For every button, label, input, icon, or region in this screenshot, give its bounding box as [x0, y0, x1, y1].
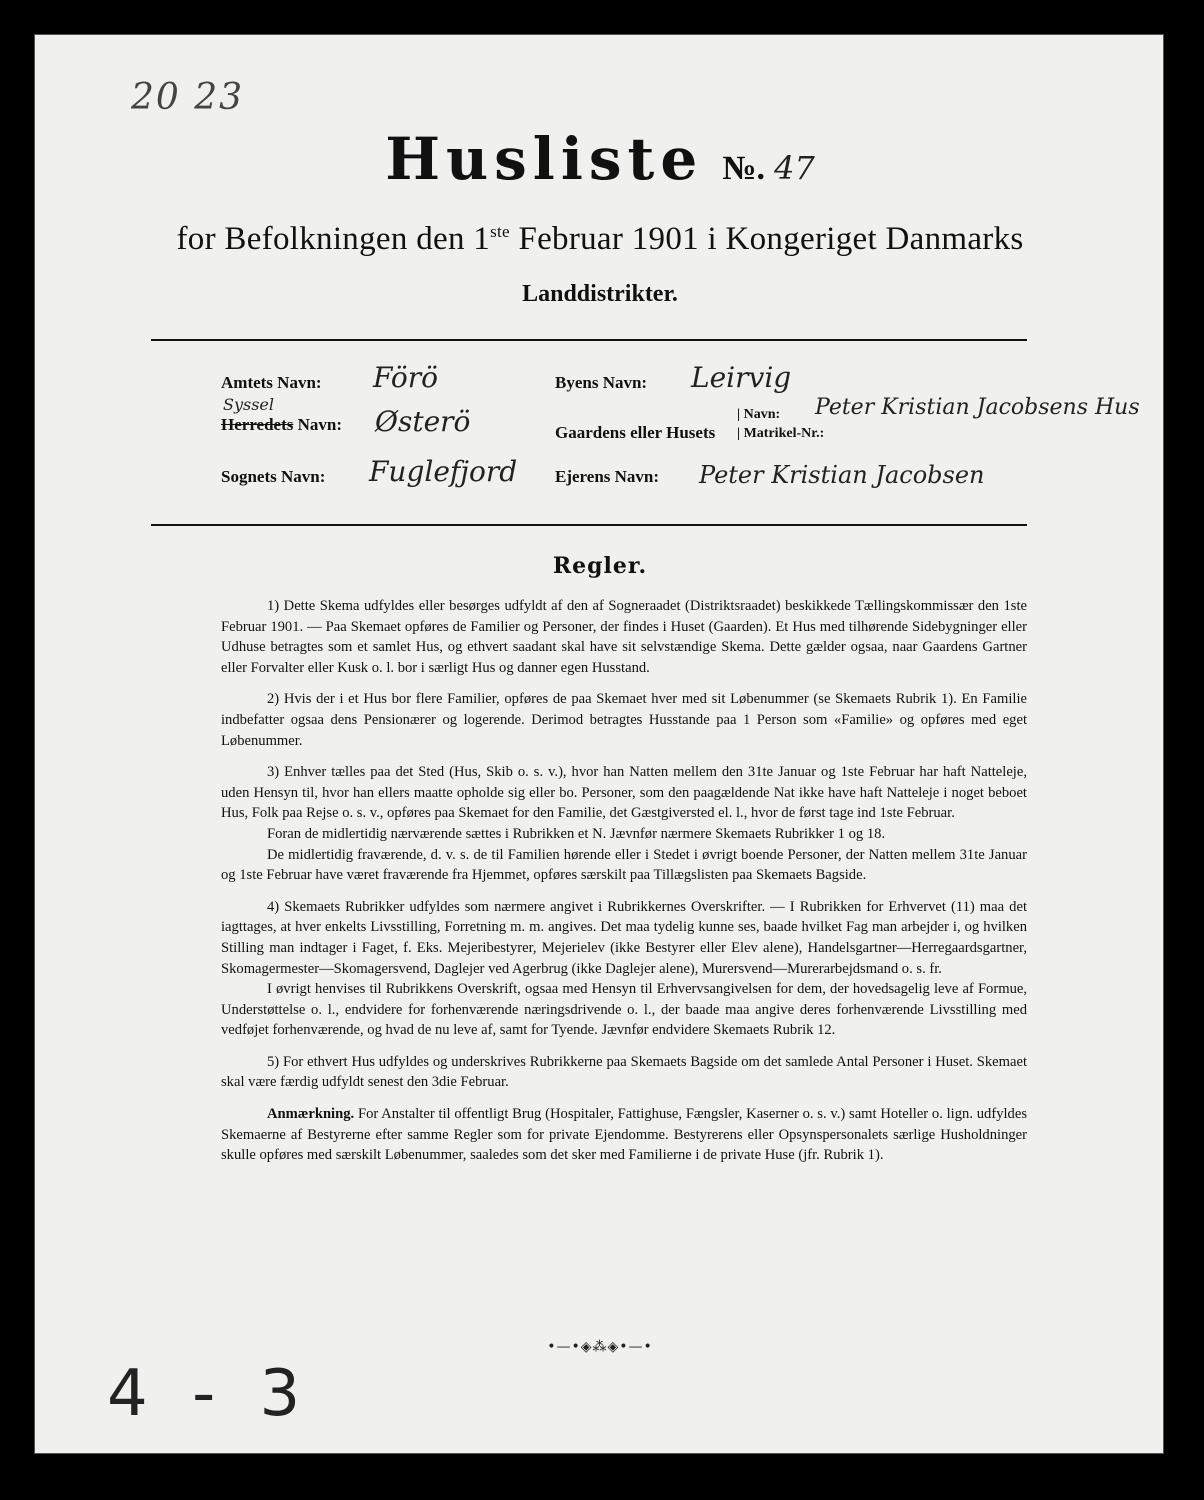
herred-label [221, 415, 342, 435]
rule-1: 1) Dette Skema udfyldes eller besørges udfyldt af den af Sogneraadet (Distriktsraadet) beskikkede Tællingskommissær den 1ste Februar 1901. — Paa Skemaet opføres de Familier og Personer, der findes i Huset (Gaarden). Et Hus med tilhørende Sidebygninger eller Udhuse betragtes som et samlet Hus, og ethvert saadant skal have sit selvstændige Skema. Dette gælder ogsaa, naar Gaardens Gartner eller Forvalter eller Kusk o. l. bor i særligt Hus og danner egen Husstand. [221, 598, 1027, 676]
sogn-label: Sognets Navn: [221, 467, 326, 486]
ornament-divider: •—•◈⁂◈•—• [547, 1339, 653, 1355]
rule-4b: I øvrigt henvises til Rubrikkens Overskrift, ogsaa med Hensyn til Erhvervsangivelsen for dem, der hovedsagelig leve af Formue, Understøttelse o. l., endvidere for forhenværende næringsdrivende o. l., der baade maa angive deres forhenværende Livsstilling med vedføjet forhenværende, og hvad de nu leve af, samt for Tyende. Jævnfør endvidere Skemaets Rubrik 12. [221, 981, 1027, 1039]
herred-navn: Navn: [297, 415, 343, 434]
house-list-number: 47 [774, 149, 815, 187]
rules-heading: Regler. [552, 553, 648, 579]
matrikel-label: Matrikel-Nr.: [743, 426, 825, 441]
district-heading: Landdistrikter. [522, 281, 678, 307]
bottom-handwritten-note: 4 - 3 [107, 1357, 313, 1431]
form-title [35, 125, 1165, 193]
subtitle-start: for Befolkningen den 1 [176, 221, 491, 257]
ejer-value: Peter Kristian Jacobsen [699, 461, 985, 489]
amt-label: Amtets Navn: [221, 373, 322, 392]
form-subtitle [35, 221, 1165, 258]
herred-value: Østerö [375, 405, 471, 438]
rule-3: 3) Enhver tælles paa det Sted (Hus, Skib o. s. v.), hvor han Natten mellem den 31te Januar og 1ste Februar har haft Natteleje, uden Hensyn til, hvor han ellers maatte opholde sig eller bo. Personer, som den paagældende Nat ikke have haft Natteleje i noget beboet Hus, Folk paa Rejse o. s. v., opføres paa Skemaet for den Familie, det Gæstgiversted el. l., hvor de først tage ind 1ste Februar. [221, 764, 1027, 822]
annotation [221, 1104, 1027, 1166]
subtitle-end: Februar 1901 i Kongeriget Danmarks [509, 221, 1024, 257]
gaard-label: Gaardens eller Husets [555, 423, 716, 442]
rule-2: 2) Hvis der i et Hus bor flere Familier, opføres de paa Skemaet hver med sit Løbenummer (se Skemaets Rubrik 1). En Familie indbefatter ogsaa dens Pensionærer og logerende. Derimod betragtes Husstande paa 1 Person som «Familie» og opføres med eget Løbenummer. [221, 691, 1027, 749]
rule-3b: Foran de midlertidig nærværende sættes i Rubrikken et N. Jævnfør nærmere Skemaets Rubrikker 1 og 18. [267, 825, 886, 842]
rule-4: 4) Skemaets Rubrikker udfyldes som nærmere angivet i Rubrikkernes Overskrifter. — I Rubrikken for Erhvervet (11) maa det iagttages, at hver enkelts Livsstilling, Forretning m. m. angives. Det maa tydelig kunne ses, baade hvilket Fag man arbejder i, og hvilken Stilling man indtager i Faget, f. Eks. Mejeribestyrer, Mejerielev (ikke Bestyrer eller Elev alene), Handelsgartner—Herregaardsgartner, Skomagermester—Skomagersvend, Daglejer ved Agerbrug (ikke Daglejer alene), Murersvend—Murerarbejdsmand o. s. fr. [221, 898, 1027, 977]
gaard-brace: | Navn: | Matrikel-Nr.: [737, 407, 825, 441]
gaard-name-value: Peter Kristian Jacobsens Hus [815, 395, 1140, 420]
corner-handwritten-number: 20 23 [131, 77, 245, 118]
top-rule [151, 339, 1027, 341]
census-form-page [34, 34, 1164, 1454]
syssel-correction: Syssel [223, 395, 275, 414]
gaard-name-label: Navn: [743, 407, 781, 422]
title-husliste: Husliste [385, 125, 704, 193]
annotation-heading: Anmærkning. [267, 1106, 355, 1123]
rule-3c: De midlertidig fraværende, d. v. s. de til Familien hørende eller i Stedet i øvrigt boende Personer, der Natten mellem 31te Januar og 1ste Februar have været fraværende fra Hjemmet, opføres særskilt paa Tillægslisten paa Skemaets Bagside. [221, 846, 1027, 884]
ejer-label: Ejerens Navn: [555, 467, 660, 486]
herred-struck: Herredets [221, 415, 294, 434]
bottom-rule [151, 524, 1027, 526]
annotation-text: For Anstalter til offentligt Brug (Hospitaler, Fattighuse, Fængsler, Kaserner o. s. v.) samt Hoteller o. lign. udfyldes Skemaerne af Bestyrerne efter samme Regler som for private Ejendomme. Bestyrerens eller Opsynspersonalets særlige Husholdninger skulle opføres med særskilt Løbenummer, saaledes som det sker med Familierne i de private Huse (jfr. Rubrik 1). [221, 1106, 1027, 1164]
rule-5: 5) For ethvert Hus udfyldes og underskrives Rubrikkerne paa Skemaets Bagside om det samlede Antal Personer i Huset. Skemaet skal være færdig udfyldt senest den 3die Februar. [221, 1053, 1027, 1091]
subtitle-sup: ste [490, 222, 510, 241]
sogn-value: Fuglefjord [369, 455, 518, 488]
by-value: Leirvig [691, 361, 792, 394]
number-label: №. [722, 150, 765, 187]
by-label: Byens Navn: [555, 373, 648, 392]
rules-body [221, 596, 1027, 1166]
amt-value: Förö [373, 361, 438, 394]
